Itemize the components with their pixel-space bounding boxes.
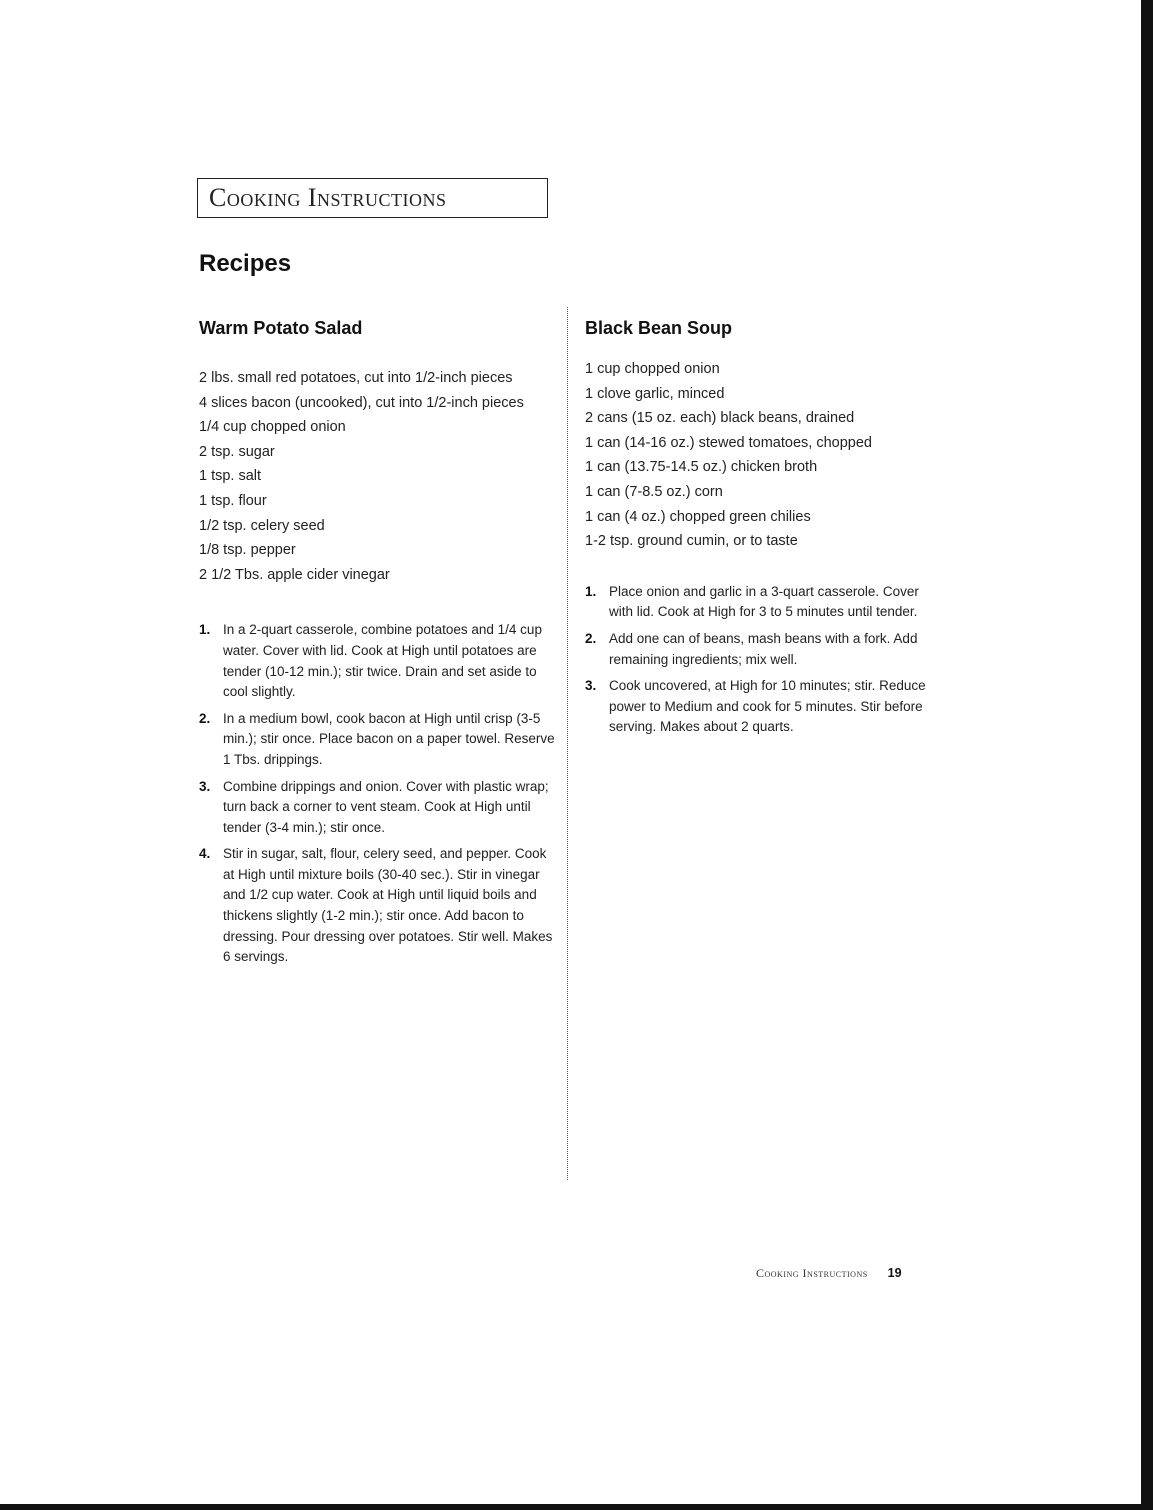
step-number: 2. bbox=[199, 710, 211, 726]
step-list bbox=[585, 582, 940, 738]
step-number: 3. bbox=[199, 778, 211, 794]
recipe-title: Warm Potato Salad bbox=[199, 318, 363, 338]
ingredient-item: 2 1/2 Tbs. apple cider vinegar bbox=[199, 566, 390, 583]
page-title: Recipes bbox=[199, 250, 292, 277]
step-text: Combine drippings and onion. Cover with plastic wrap; turn back a corner to vent steam. Cook at High until tender (3-4 min.); stir once. bbox=[223, 778, 549, 835]
column-divider bbox=[567, 307, 568, 1180]
ingredient-item: 1 tsp. flour bbox=[199, 492, 267, 509]
ingredient-list bbox=[199, 366, 559, 587]
step-number: 3. bbox=[585, 678, 597, 694]
recipe-warm-potato-salad bbox=[199, 313, 559, 974]
step-number: 2. bbox=[585, 630, 597, 646]
page-number: 19 bbox=[887, 1266, 902, 1280]
step-item bbox=[199, 709, 559, 771]
ingredient-item: 1 can (4 oz.) chopped green chilies bbox=[585, 508, 811, 525]
step-text: Place onion and garlic in a 3-quart casserole. Cover with lid. Cook at High for 3 to 5 minutes until tender. bbox=[609, 583, 919, 620]
ingredient-item: 1/8 tsp. pepper bbox=[199, 542, 296, 559]
ingredient-item: 1 can (7-8.5 oz.) corn bbox=[585, 483, 723, 500]
ingredient-item: 1 can (14-16 oz.) stewed tomatoes, chopped bbox=[585, 434, 872, 451]
step-item bbox=[199, 777, 559, 839]
step-number: 1. bbox=[199, 622, 211, 638]
ingredient-item: 1-2 tsp. ground cumin, or to taste bbox=[585, 533, 798, 550]
ingredient-list bbox=[585, 357, 945, 554]
step-text: In a medium bowl, cook bacon at High until crisp (3-5 min.); stir once. Place bacon on a paper towel. Reserve 1 Tbs. drippings. bbox=[223, 710, 555, 767]
page-footer bbox=[756, 1266, 902, 1281]
step-item bbox=[199, 620, 559, 702]
step-item bbox=[199, 844, 559, 968]
ingredient-item: 1 tsp. salt bbox=[199, 468, 262, 485]
step-list bbox=[199, 620, 559, 968]
recipe-title: Black Bean Soup bbox=[585, 318, 733, 338]
ingredient-item: 1 clove garlic, minced bbox=[585, 385, 725, 402]
ingredient-item: 1/2 tsp. celery seed bbox=[199, 517, 325, 534]
step-item bbox=[585, 582, 940, 623]
step-number: 4. bbox=[199, 846, 211, 862]
step-text: Stir in sugar, salt, flour, celery seed, and pepper. Cook at High until mixture boils (30-40 sec.). Stir in vinegar and 1/2 cup water. Cook at High until liquid boils and thickens slightly (1-2 min.); stir once. Add bacon to dressing. Pour dressing over potatoes. Stir well. Makes 6 servings. bbox=[223, 846, 553, 965]
footer-label: Cooking Instructions bbox=[756, 1266, 868, 1280]
ingredient-item: 4 slices bacon (uncooked), cut into 1/2-inch pieces bbox=[199, 394, 524, 411]
step-number: 1. bbox=[585, 583, 597, 599]
step-item bbox=[585, 629, 940, 670]
step-text: Cook uncovered, at High for 10 minutes; stir. Reduce power to Medium and cook for 5 minutes. Stir before serving. Makes about 2 quarts. bbox=[609, 678, 926, 735]
recipe-black-bean-soup bbox=[585, 313, 945, 744]
ingredient-item: 2 tsp. sugar bbox=[199, 443, 275, 460]
ingredient-item: 1 can (13.75-14.5 oz.) chicken broth bbox=[585, 459, 818, 476]
scan-edge-right bbox=[1141, 0, 1153, 1510]
step-text: In a 2-quart casserole, combine potatoes and 1/4 cup water. Cover with lid. Cook at High until potatoes are tender (10-12 min.); stir twice. Drain and set aside to cool slightly. bbox=[223, 622, 542, 700]
ingredient-item: 2 cans (15 oz. each) black beans, drained bbox=[585, 410, 855, 427]
step-text: Add one can of beans, mash beans with a fork. Add remaining ingredients; mix well. bbox=[609, 630, 918, 667]
scan-edge-bottom bbox=[0, 1504, 1153, 1510]
ingredient-item: 1/4 cup chopped onion bbox=[199, 419, 346, 436]
ingredient-item: 1 cup chopped onion bbox=[585, 361, 720, 377]
step-item bbox=[585, 676, 940, 738]
section-header-box bbox=[197, 178, 548, 218]
section-header: Cooking Instructions bbox=[209, 183, 447, 212]
ingredient-item: 2 lbs. small red potatoes, cut into 1/2-inch pieces bbox=[199, 370, 513, 386]
